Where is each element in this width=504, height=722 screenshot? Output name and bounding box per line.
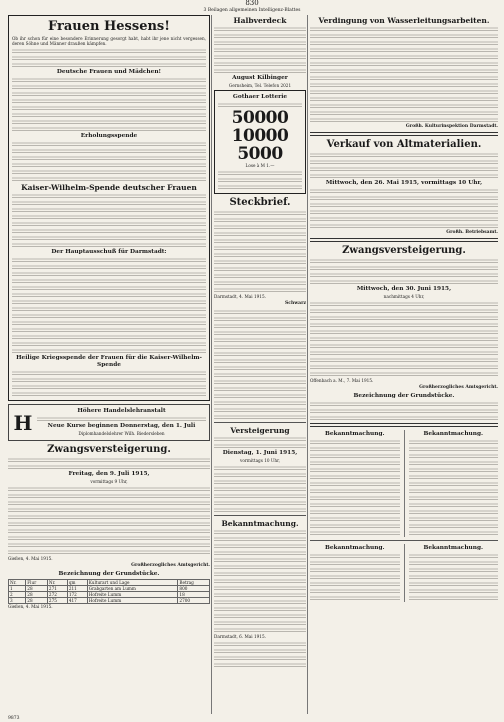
table-cell: 28 (26, 592, 48, 598)
table-cell: 18 (178, 592, 210, 598)
table-cell: 800 (178, 586, 210, 592)
bekannt-left-title: Bekanntmachung. (324, 431, 385, 438)
altmaterial-title: Verkauf von Altmaterialien. (326, 139, 482, 150)
prize-amount-1: 50000 (231, 108, 289, 129)
table-cell: 3 (9, 598, 26, 604)
table-header-cell: Flur (26, 580, 48, 586)
bottom-notice-row (310, 544, 498, 602)
zwang2-court: Großherzogliches Amtsgericht. (419, 385, 498, 391)
altmaterial-date: Mittwoch, den 26. Mai 1915, vormittags 10 Uhr, (325, 180, 483, 186)
zwang-place: Gießen, 4. Mai 1915. (8, 556, 53, 562)
table-cell: 2 (9, 592, 26, 598)
schule-director: Diplomhandelslehrer Wilh. Biedersleben (78, 431, 165, 437)
zwang-title: Zwangsversteigerung. (47, 444, 171, 456)
bekanntmachung-place: Darmstadt, 6. Mai 1915. (214, 634, 266, 640)
bottom-notice-title: Bekanntmachung. (423, 545, 484, 552)
table-cell: 2700 (178, 598, 210, 604)
steckbrief-place: Darmstadt, 4. Mai 1915. (214, 294, 266, 300)
table-cell: 211 (67, 586, 87, 592)
page-subtitle: 3 Beilagen allgemeinen Intelligenz-Blattes (203, 8, 301, 13)
halbverdeck-title: Halbverdeck (233, 16, 287, 25)
left-footer-sig: Gießen, 4. Mai 1915. (8, 604, 53, 610)
table-cell: 28 (26, 598, 48, 604)
lotterie-note: Lose à M 1.— (245, 163, 275, 169)
prize-amount-3: 5000 (237, 144, 283, 165)
table-cell: 1 (9, 586, 26, 592)
table-cell: Grabgarten am Lumm (87, 586, 178, 592)
left-column (8, 15, 210, 714)
altmaterial-sign: Großh. Betriebsamt. (446, 230, 498, 235)
erholung-heading: Erholungsspende (80, 133, 138, 140)
bekannt-right-title: Bekanntmachung. (423, 431, 484, 438)
table-cell: 271 (47, 586, 67, 592)
gotha-title: Gothaer Lotterie (232, 94, 288, 101)
table-header-cell: Nr. (47, 580, 67, 586)
table-cell: 172 (67, 592, 87, 598)
zwang-time: vormittags 9 Uhr, (90, 479, 128, 485)
bekanntmachung-row (310, 430, 498, 537)
zwangsversteigerung-notice (8, 444, 210, 609)
versteigerung-date: Dienstag, 1. Juni 1915, (222, 450, 298, 457)
versteigerung-time: vormittags 10 Uhr, (240, 458, 280, 464)
versteigerung-title: Versteigerung (230, 426, 290, 436)
handelsschule-ad (8, 404, 210, 441)
table-header-cell: qm (67, 580, 87, 586)
schule-subtitle: Neue Kurse beginnen Donnerstag, den 1. Juli (47, 423, 196, 430)
table-cell: Hofreite Lumm (87, 592, 178, 598)
hauptausschuss-heading: Der Hauptausschuß für Darmstadt: (51, 249, 167, 256)
frauen-lead: Ob ihr schon für eine besondere Erinnerung gesorgt habt, habt ihr jene nicht vergessen, deren Söhne und Männer draußen kämpfen. (12, 36, 206, 47)
zwang2-time: nachmittags 4 Uhr, (383, 294, 425, 299)
table-cell: 28 (26, 586, 48, 592)
steckbrief-sig: Schwarz (285, 301, 306, 307)
kilbinger-place: Gernsheim, Tel. Telefon 2021 (228, 83, 292, 88)
zwang2-title: Zwangsversteigerung. (342, 245, 466, 256)
table-cell: 272 (47, 592, 67, 598)
table-row (9, 598, 210, 604)
wasser-title: Verdingung von Wasserleitungsarbeiten. (318, 16, 490, 25)
table-header-cell: Kulturart und Lage (87, 580, 178, 586)
table-cell: 417 (67, 598, 87, 604)
kaiser-footer-heading: Heilige Kriegsspende der Frauen für die Kaiser-Wilhelm-Spende (16, 355, 202, 369)
page-header (0, 0, 504, 14)
bezeichnung-heading: Bezeichnung der Grundstücke. (58, 571, 160, 578)
kaiser-heading: Kaiser-Wilhelm-Spende deutscher Frauen (21, 183, 197, 193)
zwang-date: Freitag, den 9. Juli 1915, (68, 471, 150, 478)
kilbinger-name: August Kilbinger (232, 75, 288, 81)
grundstuecke-table (8, 579, 210, 604)
wasser-sign: Großh. Kulturinspektion Darmstadt. (405, 124, 498, 129)
middle-column (214, 15, 306, 714)
frauen-subheading: Deutsche Frauen und Mädchen! (56, 69, 162, 76)
zwang-court: Großherzogliches Amtsgericht. (131, 563, 210, 569)
table-header-cell: Nr. (9, 580, 26, 586)
schule-title: Höhere Handelslehranstalt (77, 408, 166, 415)
table-cell: 275 (47, 598, 67, 604)
frauen-hessens-ad (8, 15, 210, 401)
zwang2-place: Offenbach a. M., 7. Mai 1915. (310, 378, 374, 384)
school-logo: H (13, 410, 33, 435)
prize-amount-2: 10000 (231, 126, 289, 147)
table-header-cell: Betrag (178, 580, 210, 586)
page-number: 830 (245, 0, 259, 7)
zwang2-date: Mittwoch, den 30. Juni 1915, (356, 286, 452, 292)
right-column (310, 15, 498, 714)
bekanntmachung-title: Bekanntmachung. (221, 519, 299, 529)
gotha-lotterie-ad (214, 90, 306, 194)
frauen-title: Frauen Hessens! (48, 19, 170, 34)
steckbrief-title: Steckbrief. (229, 197, 291, 209)
table-cell: Hofreite Lumm (87, 598, 178, 604)
column-rule (211, 15, 212, 714)
column-rule (307, 15, 308, 714)
bekannt-sub-title: Bekanntmachung. (324, 545, 385, 552)
bez2-heading: Bezeichnung der Grundstücke. (353, 393, 455, 400)
page-signature: 9873 (8, 716, 20, 721)
